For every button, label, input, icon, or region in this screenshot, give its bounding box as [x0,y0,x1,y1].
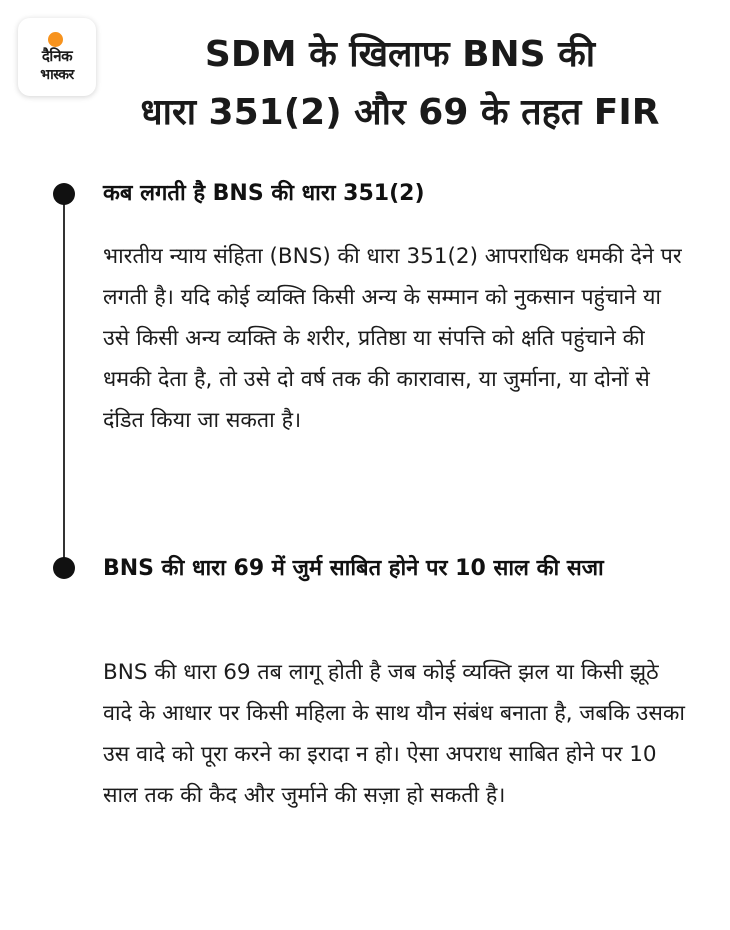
page-title [100,26,700,142]
dainik-bhaskar-logo [18,18,96,96]
section-body-351: भारतीय न्याय संहिता (BNS) की धारा 351(2) आपराधिक धमकी देने पर लगती है। यदि कोई व्यक्ति किसी अन्य के सम्मान को नुकसान पहुंचाने या उसे किसी अन्य व्यक्ति के शरीर, प्रतिष्ठा या संपत्ति को क्षति पहुंचाने की धमकी देता है, तो उसे दो वर्ष तक की कारावास, या जुर्माना, या दोनों से दंडित किया जा सकता है। [103,244,682,433]
title-line-1: SDM के खिलाफ BNS की [204,34,596,75]
section-heading-351: कब लगती है BNS की धारा 351(2) [103,181,425,206]
bullet-dot-icon [53,183,75,205]
timeline-line [63,192,65,568]
section-body-69: BNS की धारा 69 तब लागू होती है जब कोई व्यक्ति झल या किसी झूठे वादे के आधार पर किसी महिला के साथ यौन संबंध बनाता है, जबकि उसका उस वादे को पूरा करने का इरादा न हो। ऐसा अपराध साबित होने पर 10 साल तक की कैद और जुर्माने की सज़ा हो सकती है। [103,660,685,808]
logo-text-line2: भास्कर [40,67,74,83]
title-line-2: धारा 351(2) और 69 के तहत FIR [140,92,660,133]
section-heading-69: BNS की धारा 69 में जुर्म साबित होने पर 10 साल की सजा [103,556,604,581]
logo-text-line1: दैनिक [41,47,73,65]
bullet-dot-icon [53,557,75,579]
sun-icon [48,32,63,47]
